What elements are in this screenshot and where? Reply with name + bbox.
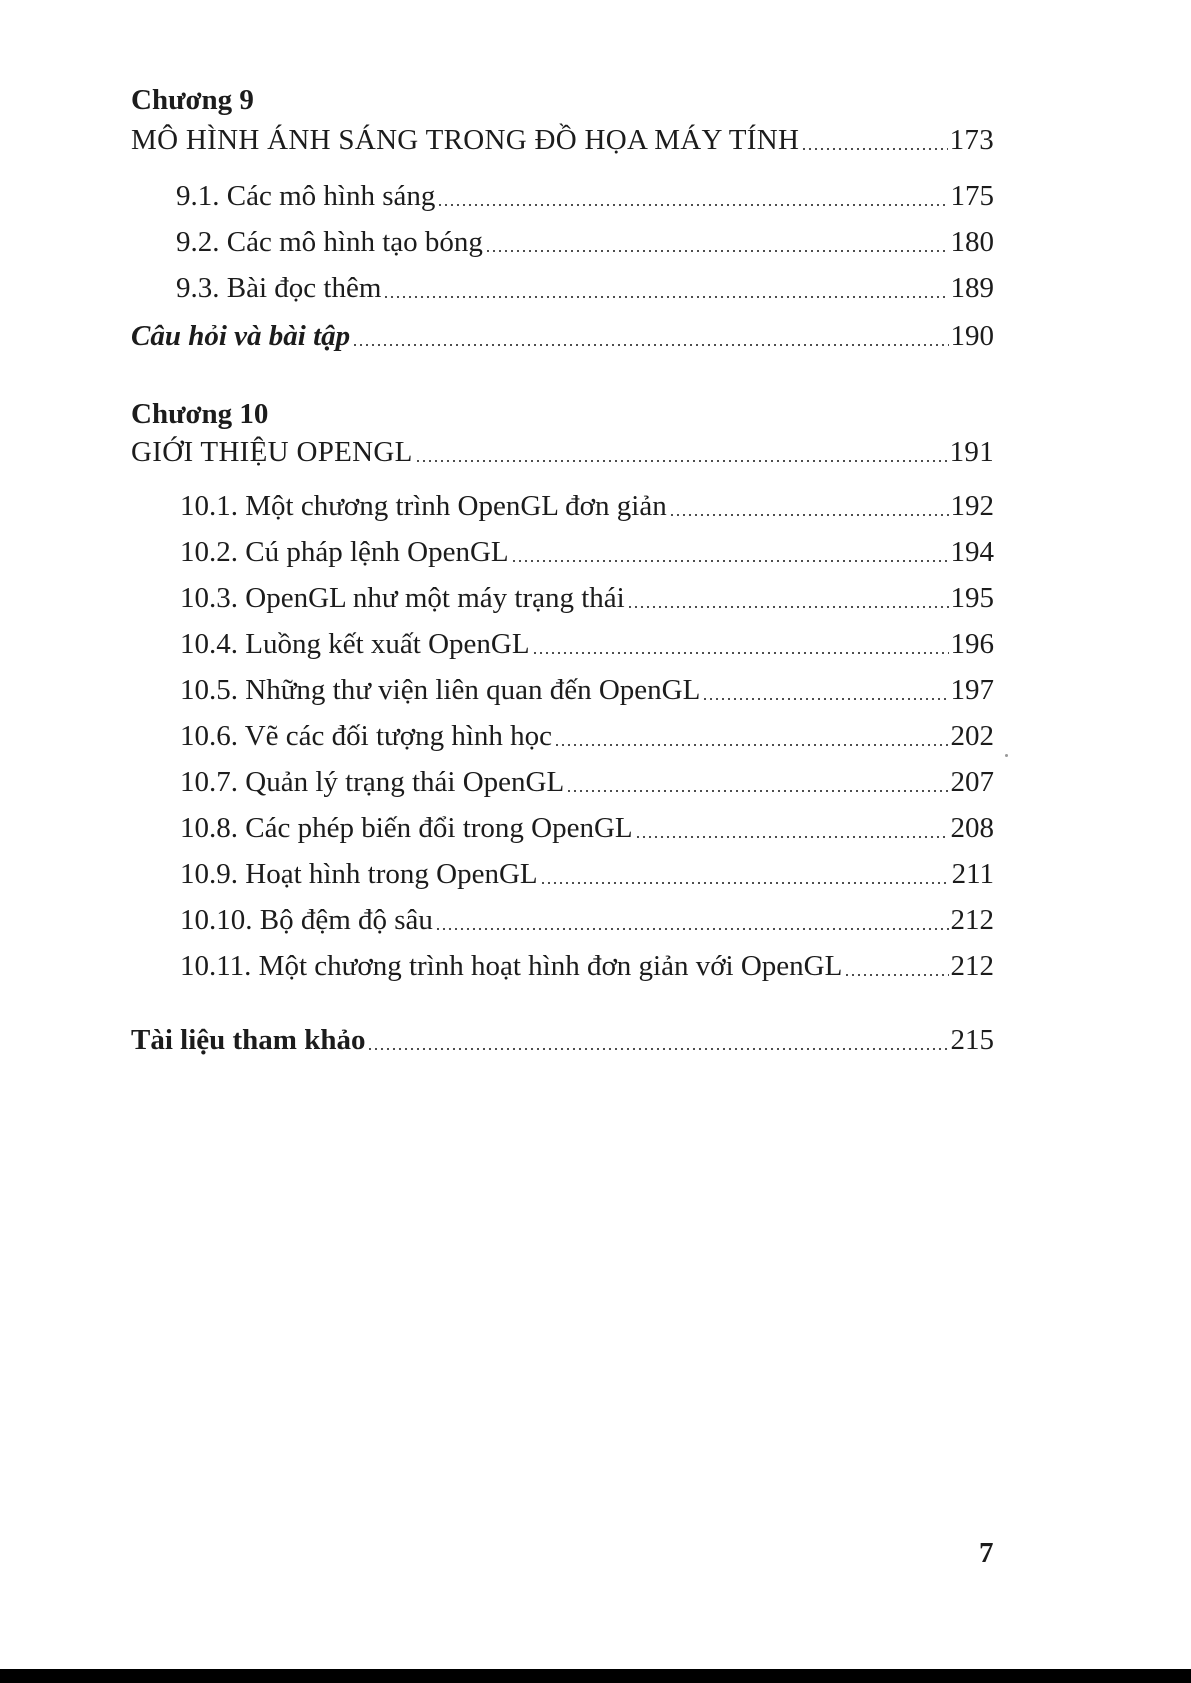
toc-entry-page: 173 bbox=[949, 124, 994, 156]
toc-entry-title: 9.1. Các mô hình sáng bbox=[176, 180, 436, 212]
toc-entry-page: 212 bbox=[950, 950, 994, 982]
toc-entry-title: 10.4. Luồng kết xuất OpenGL bbox=[180, 628, 530, 660]
dot-leader bbox=[437, 204, 948, 206]
toc-entry-page: 215 bbox=[950, 1024, 994, 1056]
toc-entry-title: 10.1. Một chương trình OpenGL đơn giản bbox=[180, 490, 667, 522]
dot-leader bbox=[511, 560, 949, 562]
toc-entry-10-10[interactable] bbox=[180, 904, 994, 937]
dot-leader bbox=[669, 514, 949, 516]
toc-entry-10-2[interactable] bbox=[180, 536, 994, 569]
toc-entry-title: 10.2. Cú pháp lệnh OpenGL bbox=[180, 536, 509, 568]
toc-entry-9-2[interactable] bbox=[176, 226, 994, 259]
toc-entry-title: 10.6. Vẽ các đối tượng hình học bbox=[180, 720, 553, 752]
toc-entry-page: 175 bbox=[950, 180, 994, 212]
toc-entry-title: Tài liệu tham khảo bbox=[131, 1024, 366, 1056]
dot-leader bbox=[532, 652, 949, 654]
toc-entry-page: 202 bbox=[950, 720, 994, 752]
toc-entry-title: Câu hỏi và bài tập bbox=[131, 320, 351, 352]
toc-entry-title: 10.8. Các phép biến đổi trong OpenGL bbox=[180, 812, 633, 844]
toc-entry-title: 10.11. Một chương trình hoạt hình đơn giản với OpenGL bbox=[180, 950, 843, 982]
chapter-9-label: Chương 9 bbox=[131, 84, 254, 116]
chapter-10-label: Chương 10 bbox=[131, 398, 269, 430]
dot-leader bbox=[485, 250, 949, 252]
toc-entry-page: 208 bbox=[950, 812, 994, 844]
toc-entry-page: 180 bbox=[950, 226, 994, 258]
toc-entry-10-8[interactable] bbox=[180, 812, 994, 845]
toc-entry-10-1[interactable] bbox=[180, 490, 994, 523]
dot-leader bbox=[635, 836, 949, 838]
dot-leader bbox=[540, 882, 950, 884]
toc-entry-references[interactable] bbox=[131, 1024, 994, 1057]
toc-entry-page: 194 bbox=[950, 536, 994, 568]
dot-leader bbox=[435, 928, 949, 930]
toc-entry-page: 189 bbox=[950, 272, 994, 304]
toc-entry-10-11[interactable] bbox=[180, 950, 994, 983]
toc-entry-title: 10.5. Những thư viện liên quan đến OpenGL bbox=[180, 674, 701, 706]
dot-leader bbox=[566, 790, 948, 792]
toc-entry-page: 190 bbox=[950, 320, 994, 352]
toc-entry-title: 9.2. Các mô hình tạo bóng bbox=[176, 226, 483, 258]
toc-entry-title: 10.3. OpenGL như một máy trạng thái bbox=[180, 582, 625, 614]
toc-entry-page: 207 bbox=[950, 766, 994, 798]
dot-leader bbox=[554, 744, 948, 746]
toc-entry-page: 191 bbox=[949, 436, 994, 468]
dot-leader bbox=[415, 460, 948, 462]
toc-entry-page: 211 bbox=[951, 858, 994, 890]
toc-entry-9-1[interactable] bbox=[176, 180, 994, 213]
toc-entry-page: 212 bbox=[950, 904, 994, 936]
dot-leader bbox=[383, 296, 948, 298]
toc-entry-10-6[interactable] bbox=[180, 720, 994, 753]
toc-entry-10-7[interactable] bbox=[180, 766, 994, 799]
toc-entry-title: 10.7. Quản lý trạng thái OpenGL bbox=[180, 766, 565, 798]
toc-entry-10-9[interactable] bbox=[180, 858, 994, 891]
chapter-10-title-entry[interactable] bbox=[131, 436, 994, 469]
toc-entry-page: 192 bbox=[950, 490, 994, 522]
toc-entry-title: 10.10. Bộ đệm độ sâu bbox=[180, 904, 433, 936]
toc-entry-10-5[interactable] bbox=[180, 674, 994, 707]
toc-entry-page: 196 bbox=[950, 628, 994, 660]
dot-leader bbox=[844, 974, 948, 976]
toc-entry-10-3[interactable] bbox=[180, 582, 994, 615]
toc-entry-title: GIỚI THIỆU OPENGL bbox=[131, 436, 413, 468]
dot-leader bbox=[627, 606, 949, 608]
toc-entry-title: 10.9. Hoạt hình trong OpenGL bbox=[180, 858, 538, 890]
dot-leader bbox=[352, 344, 948, 346]
dot-leader bbox=[801, 148, 947, 150]
page-number: 7 bbox=[979, 1537, 994, 1569]
toc-entry-title: MÔ HÌNH ÁNH SÁNG TRONG ĐỒ HỌA MÁY TÍNH bbox=[131, 124, 800, 156]
toc-entry-10-4[interactable] bbox=[180, 628, 994, 661]
toc-entry-9-3[interactable] bbox=[176, 272, 994, 305]
dot-leader bbox=[702, 698, 948, 700]
toc-entry-page: 197 bbox=[950, 674, 994, 706]
chapter-9-title-entry[interactable] bbox=[131, 124, 994, 157]
scan-speck bbox=[1005, 754, 1008, 757]
dot-leader bbox=[367, 1048, 948, 1050]
scan-bottom-edge bbox=[0, 1669, 1191, 1683]
toc-entry-page: 195 bbox=[950, 582, 994, 614]
toc-entry-title: 9.3. Bài đọc thêm bbox=[176, 272, 382, 304]
toc-entry-questions[interactable] bbox=[131, 320, 994, 353]
